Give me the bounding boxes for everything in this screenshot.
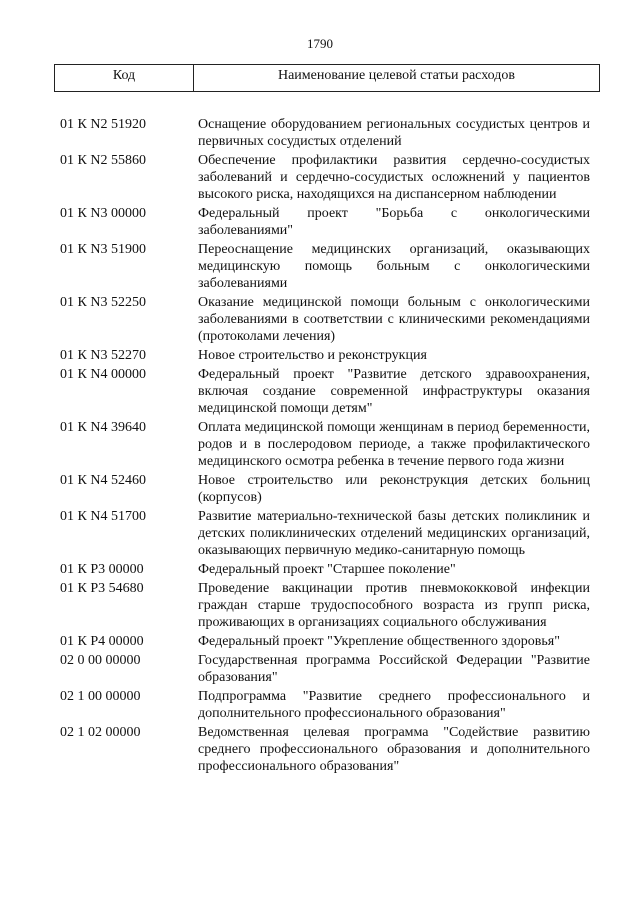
row-code: 01 К N3 51900 bbox=[60, 242, 146, 257]
table-row bbox=[60, 633, 590, 650]
table-row bbox=[60, 561, 590, 578]
table-row bbox=[60, 724, 590, 775]
row-name: Проведение вакцинации против пневмококковой инфекции граждан старше трудоспособного возраста из групп риска, проживающих в организациях социального обслуживания bbox=[198, 581, 590, 630]
table-row bbox=[60, 688, 590, 722]
row-code: 01 К P4 00000 bbox=[60, 634, 144, 649]
row-name: Оснащение оборудованием региональных сосудистых центров и первичных сосудистых отделений bbox=[198, 117, 590, 149]
name-column-header: Наименование целевой статьи расходов bbox=[277, 68, 516, 83]
table-row bbox=[60, 205, 590, 239]
row-name: Федеральный проект "Развитие детского здравоохранения, включая создание современной инфраструктуры оказания медицинской помощи детям" bbox=[198, 367, 590, 416]
row-code: 02 0 00 00000 bbox=[60, 653, 141, 668]
row-code: 01 К N4 51700 bbox=[60, 509, 146, 524]
row-code: 01 К P3 54680 bbox=[60, 581, 144, 596]
row-code: 01 К N2 55860 bbox=[60, 153, 146, 168]
table-row bbox=[60, 152, 590, 203]
row-code: 02 1 02 00000 bbox=[60, 725, 141, 740]
row-name: Оплата медицинской помощи женщинам в период беременности, родов и в послеродовом периоде, а также профилактического медицинского осмотра ребенка в течение первого года жизни bbox=[198, 420, 590, 469]
table-row bbox=[60, 508, 590, 559]
table-row bbox=[60, 419, 590, 470]
row-name: Обеспечение профилактики развития сердечно-сосудистых заболеваний и сердечно-сосудистых осложнений у пациентов высокого риска, находящихся на диспансерном наблюдении bbox=[198, 153, 590, 202]
row-name: Федеральный проект "Укрепление общественного здоровья" bbox=[198, 634, 560, 649]
row-code: 01 К N4 39640 bbox=[60, 420, 146, 435]
row-name: Новое строительство или реконструкция детских больниц (корпусов) bbox=[198, 473, 590, 505]
table-row bbox=[60, 472, 590, 506]
table-header bbox=[54, 64, 600, 92]
table-row bbox=[60, 347, 590, 364]
row-name: Федеральный проект "Старшее поколение" bbox=[198, 562, 456, 577]
row-name: Подпрограмма "Развитие среднего профессионального и дополнительного профессионального образования" bbox=[198, 689, 590, 721]
table-row bbox=[60, 116, 590, 150]
row-code: 01 К N4 00000 bbox=[60, 367, 146, 382]
page-number: 1790 bbox=[307, 36, 333, 51]
row-code: 01 К N3 00000 bbox=[60, 206, 146, 221]
table-row bbox=[60, 366, 590, 417]
row-code: 01 К N4 52460 bbox=[60, 473, 146, 488]
table-row bbox=[60, 580, 590, 631]
table-row bbox=[60, 241, 590, 292]
row-code: 02 1 00 00000 bbox=[60, 689, 141, 704]
code-column-header: Код bbox=[55, 65, 194, 91]
row-name: Федеральный проект "Борьба с онкологическими заболеваниями" bbox=[198, 206, 590, 238]
row-name: Развитие материально-технической базы детских поликлиник и детских поликлинических отделений медицинских организаций, оказывающих первичную медико-санитарную помощь bbox=[198, 509, 590, 558]
table-row bbox=[60, 294, 590, 345]
row-name: Ведомственная целевая программа "Содействие развитию среднего профессионального образования и дополнительного профессионального образования" bbox=[198, 725, 590, 774]
row-code: 01 К N2 51920 bbox=[60, 117, 146, 132]
row-code: 01 К N3 52250 bbox=[60, 295, 146, 310]
row-code: 01 К N3 52270 bbox=[60, 348, 146, 363]
table-row bbox=[60, 652, 590, 686]
row-name: Новое строительство и реконструкция bbox=[198, 348, 427, 363]
row-name: Оказание медицинской помощи больным с онкологическими заболеваниями в соответствии с клиническими рекомендациями (протоколами лечения) bbox=[198, 295, 590, 344]
row-code: 01 К P3 00000 bbox=[60, 562, 144, 577]
row-name: Государственная программа Российской Федерации "Развитие образования" bbox=[198, 653, 590, 685]
row-name: Переоснащение медицинских организаций, оказывающих медицинскую помощь больным с онкологическими заболеваниями bbox=[198, 242, 590, 291]
table-body bbox=[60, 116, 590, 777]
